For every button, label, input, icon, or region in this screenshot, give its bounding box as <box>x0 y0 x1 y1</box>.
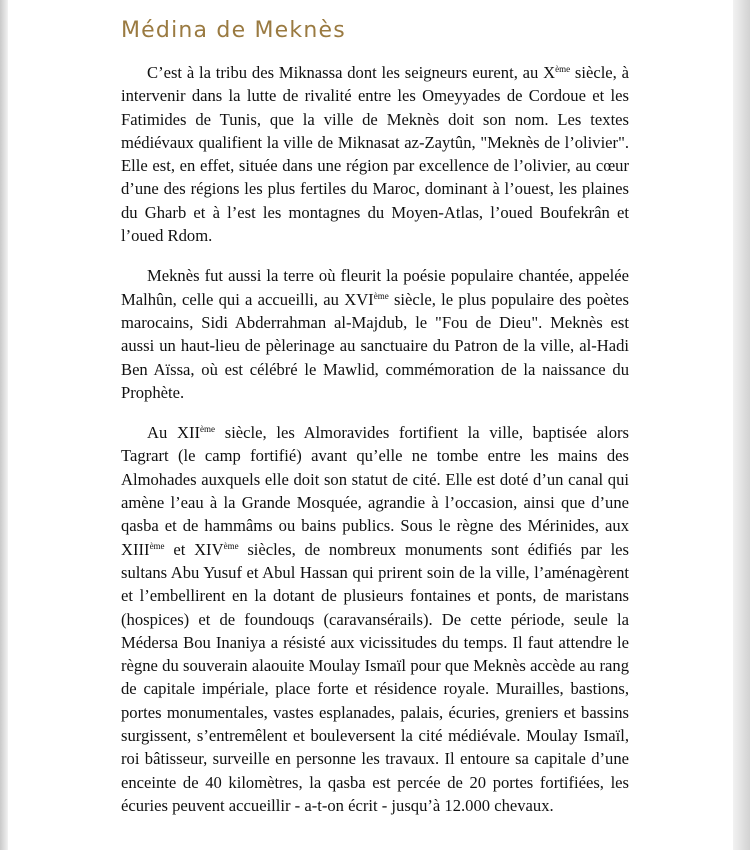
paragraph-history <box>121 421 629 817</box>
right-scrollbar-gutter <box>733 0 750 850</box>
page-title: Médina de Meknès <box>121 18 346 43</box>
superscript: ème <box>149 540 165 551</box>
paragraph-text: Au XII <box>147 423 201 443</box>
paragraph-origin <box>121 61 629 247</box>
paragraph-text: siècle, à intervenir dans la lutte de rivalité entre les Omeyyades de Cordoue et les Fatimides de Tunis, que la ville de Meknès doit son nom. Les textes médiévaux qualifient la ville de Miknasat az-Zaytûn, "Meknès de l’olivier". Elle est, en effet, située dans une région par excellence de l’olivier, au cœur d’une des régions les plus fertiles du Maroc, dominant à l’ouest, les plaines du Gharb et à l’est les montagnes du Moyen-Atlas, l’oued Boufekrân et l’oued Rdom. <box>121 63 629 246</box>
left-page-gutter <box>0 0 8 850</box>
paragraph-text: C’est à la tribu des Miknassa dont les seigneurs eurent, au X <box>147 63 556 82</box>
paragraph-text: siècle, les Almoravides fortifient la ville, baptisée alors Tagrart (le camp fortifié) avant qu’elle ne tombe entre les mains des Almohades auxquels elle doit son statut de cité. Elle est doté d’un canal qui amène l’eau à la Grande Mosquée, agrandie à l’occasion, ainsi que d’une qasba et de hammâms ou bains publics. Sous le règne des Mérinides, aux XIII <box>121 423 630 559</box>
superscript: ème <box>223 540 239 551</box>
paragraph-text: et XIV <box>164 539 224 559</box>
paragraph-text: Meknès fut aussi la terre où fleurit la poésie populaire chantée, appelée Malhûn, celle qui a accueilli, au XVI <box>121 266 629 309</box>
document-page <box>121 14 629 834</box>
superscript: ème <box>200 424 216 435</box>
superscript: ème <box>555 64 571 74</box>
paragraph-malhun <box>121 264 629 404</box>
superscript: ème <box>373 290 389 301</box>
paragraph-text: siècle, le plus populaire des poètes marocains, Sidi Abderrahman al-Majdub, le "Fou de Dieu". Meknès est aussi un haut-lieu de pèlerinage au sanctuaire du Patron de la ville, al-Hadi Ben Aïssa, où est célébré le Mawlid, commémoration de la naissance du Prophète. <box>121 289 629 402</box>
paragraph-text: siècles, de nombreux monuments sont édifiés par les sultans Abu Yusuf et Abul Hassan qui prirent soin de la ville, l’aménagèrent et l’embellirent en la dotant de plusieurs fontaines et ponts, de maristans (hospices) et de foundouqs (caravansérails). De cette période, seule la Médersa Bou Inaniya a résisté aux vicissitudes du temps. Il faut attendre le règne du souverain alaouite Moulay Ismaïl pour que Meknès accède au rang de capitale impériale, place forte et résidence royale. Murailles, bastions, portes monumentales, vastes esplanades, palais, écuries, greniers et bassins surgissent, s’entremêlent et bouleversent la cité médiévale. Moulay Ismaïl, roi bâtisseur, surveille en personne les travaux. Il entoure sa capitale d’une enceinte de 40 kilomètres, la qasba est percée de 20 portes fortifiées, les écuries peuvent accueillir - a-t-on écrit - jusqu’à 12.000 chevaux. <box>121 539 630 815</box>
